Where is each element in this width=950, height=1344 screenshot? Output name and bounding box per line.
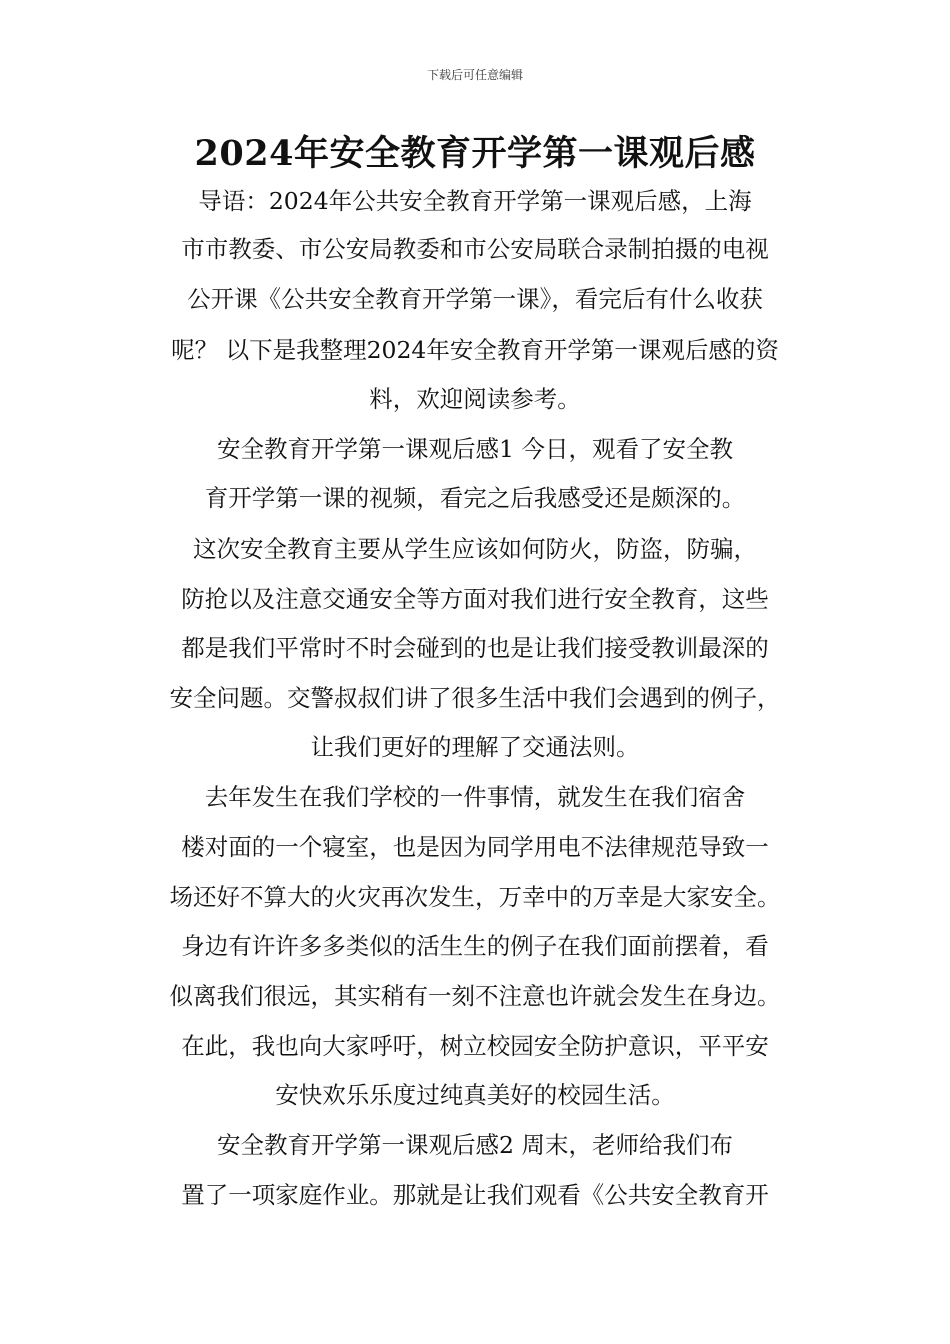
- paragraph-line: 场还好不算大的火灾再次发生，万幸中的万幸是大家安全。: [169, 883, 781, 911]
- paragraph-line: 似离我们很远，其实稍有一刻不注意也许就会发生在身边。: [169, 982, 781, 1010]
- paragraph-line: 导语：2024年公共安全教育开学第一课观后感，上海: [198, 187, 752, 215]
- page-header: 下载后可任意编辑: [426, 68, 523, 82]
- page-title: 2024年安全教育开学第一课观后感: [194, 133, 756, 174]
- paragraph-line: 料，欢迎阅读参考。: [369, 385, 581, 413]
- paragraph-line: 育开学第一课的视频，看完之后我感受还是颇深的。: [204, 484, 746, 512]
- paragraph-line: 公开课《公共安全教育开学第一课》，看完后有什么收获: [187, 285, 763, 313]
- paragraph-line: 安全教育开学第一课观后感1 今日，观看了安全教: [217, 435, 733, 463]
- paragraph-line: 身边有许许多多类似的活生生的例子在我们面前摆着，看: [181, 932, 769, 960]
- paragraph-line: 去年发生在我们学校的一件事情，就发生在我们宿舍: [204, 783, 746, 811]
- paragraph-line: 市市教委、市公安局教委和市公安局联合录制拍摄的电视: [181, 235, 769, 263]
- paragraph-line: 都是我们平常时不时会碰到的也是让我们接受教训最深的: [181, 634, 769, 662]
- paragraph-line: 这次安全教育主要从学生应该如何防火，防盗，防骗，: [193, 535, 757, 563]
- paragraph-line: 呢？ 以下是我整理2024年安全教育开学第一课观后感的资: [171, 336, 779, 364]
- paragraph-line: 置了一项家庭作业。那就是让我们观看《公共安全教育开: [181, 1181, 769, 1209]
- paragraph-line: 安快欢乐乐度过纯真美好的校园生活。: [275, 1081, 675, 1109]
- paragraph-line: 在此，我也向大家呼吁，树立校园安全防护意识，平平安: [181, 1032, 769, 1060]
- paragraph-line: 安全教育开学第一课观后感2 周末，老师给我们布: [217, 1131, 733, 1159]
- paragraph-line: 安全问题。交警叔叔们讲了很多生活中我们会遇到的例子，: [169, 684, 781, 712]
- paragraph-line: 防抢以及注意交通安全等方面对我们进行安全教育，这些: [181, 585, 769, 613]
- paragraph-line: 楼对面的一个寝室，也是因为同学用电不法律规范导致一: [181, 833, 769, 861]
- paragraph-line: 让我们更好的理解了交通法则。: [310, 733, 640, 761]
